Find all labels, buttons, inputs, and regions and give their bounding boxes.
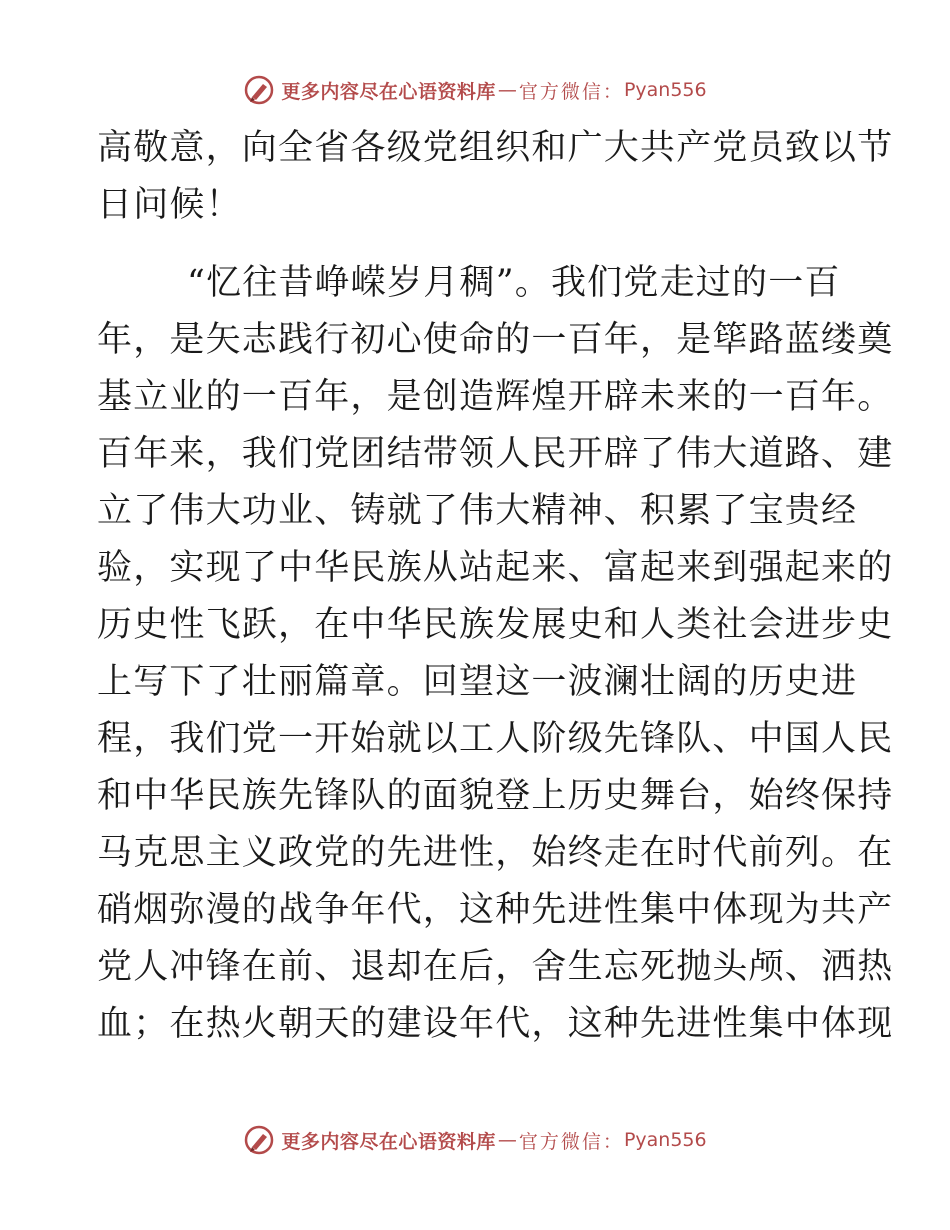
text-line: 高敬意，向全省各级党组织和广大共产党员致以节 (97, 128, 894, 168)
text-line: 百年来，我们党团结带领人民开辟了伟大道路、建 (97, 434, 894, 474)
text-line: 年，是矢志践行初心使命的一百年，是筚路蓝缕奠 (97, 320, 894, 360)
banner-dash: — (497, 1129, 517, 1151)
text-line: 程，我们党一开始就以工人阶级先锋队、中国人民 (97, 719, 894, 759)
banner-official-label: 官方微信： (518, 80, 624, 103)
text-line: 马克思主义政党的先进性，始终走在时代前列。在 (97, 833, 894, 873)
header-banner (0, 70, 950, 110)
banner-account: Pyan556 (623, 79, 707, 101)
document-body (97, 120, 894, 1053)
text-line: 历史性飞跃，在中华民族发展史和人类社会进步史 (97, 605, 894, 645)
text-line: 血；在热火朝天的建设年代，这种先进性集中体现 (97, 1004, 894, 1044)
banner-official-label: 官方微信： (518, 1130, 624, 1153)
pen-logo-icon (243, 1124, 275, 1156)
banner-account: Pyan556 (623, 1129, 707, 1151)
text-line: 和中华民族先锋队的面貌登上历史舞台，始终保持 (97, 776, 894, 816)
banner-prefix: 更多内容尽在心语资料库 (281, 1130, 496, 1153)
text-line: 基立业的一百年，是创造辉煌开辟未来的一百年。 (97, 377, 894, 417)
text-line: 硝烟弥漫的战争年代，这种先进性集中体现为共产 (97, 890, 894, 930)
text-line: “忆往昔峥嵘岁月稠”。我们党走过的一百 (187, 263, 841, 303)
paragraph-1 (97, 120, 894, 234)
text-line: 党人冲锋在前、退却在后，舍生忘死抛头颅、洒热 (97, 947, 894, 987)
text-line: 日问候！ (97, 185, 242, 225)
text-line: 立了伟大功业、铸就了伟大精神、积累了宝贵经 (97, 491, 858, 531)
banner-dash: — (497, 79, 517, 101)
paragraph-2 (97, 255, 894, 1053)
banner-prefix: 更多内容尽在心语资料库 (281, 80, 496, 103)
paragraph-gap (97, 234, 857, 255)
pen-logo-icon (243, 74, 275, 106)
footer-banner (0, 1120, 950, 1160)
text-line: 验，实现了中华民族从站起来、富起来到强起来的 (97, 548, 894, 588)
text-line: 上写下了壮丽篇章。回望这一波澜壮阔的历史进 (97, 662, 858, 702)
